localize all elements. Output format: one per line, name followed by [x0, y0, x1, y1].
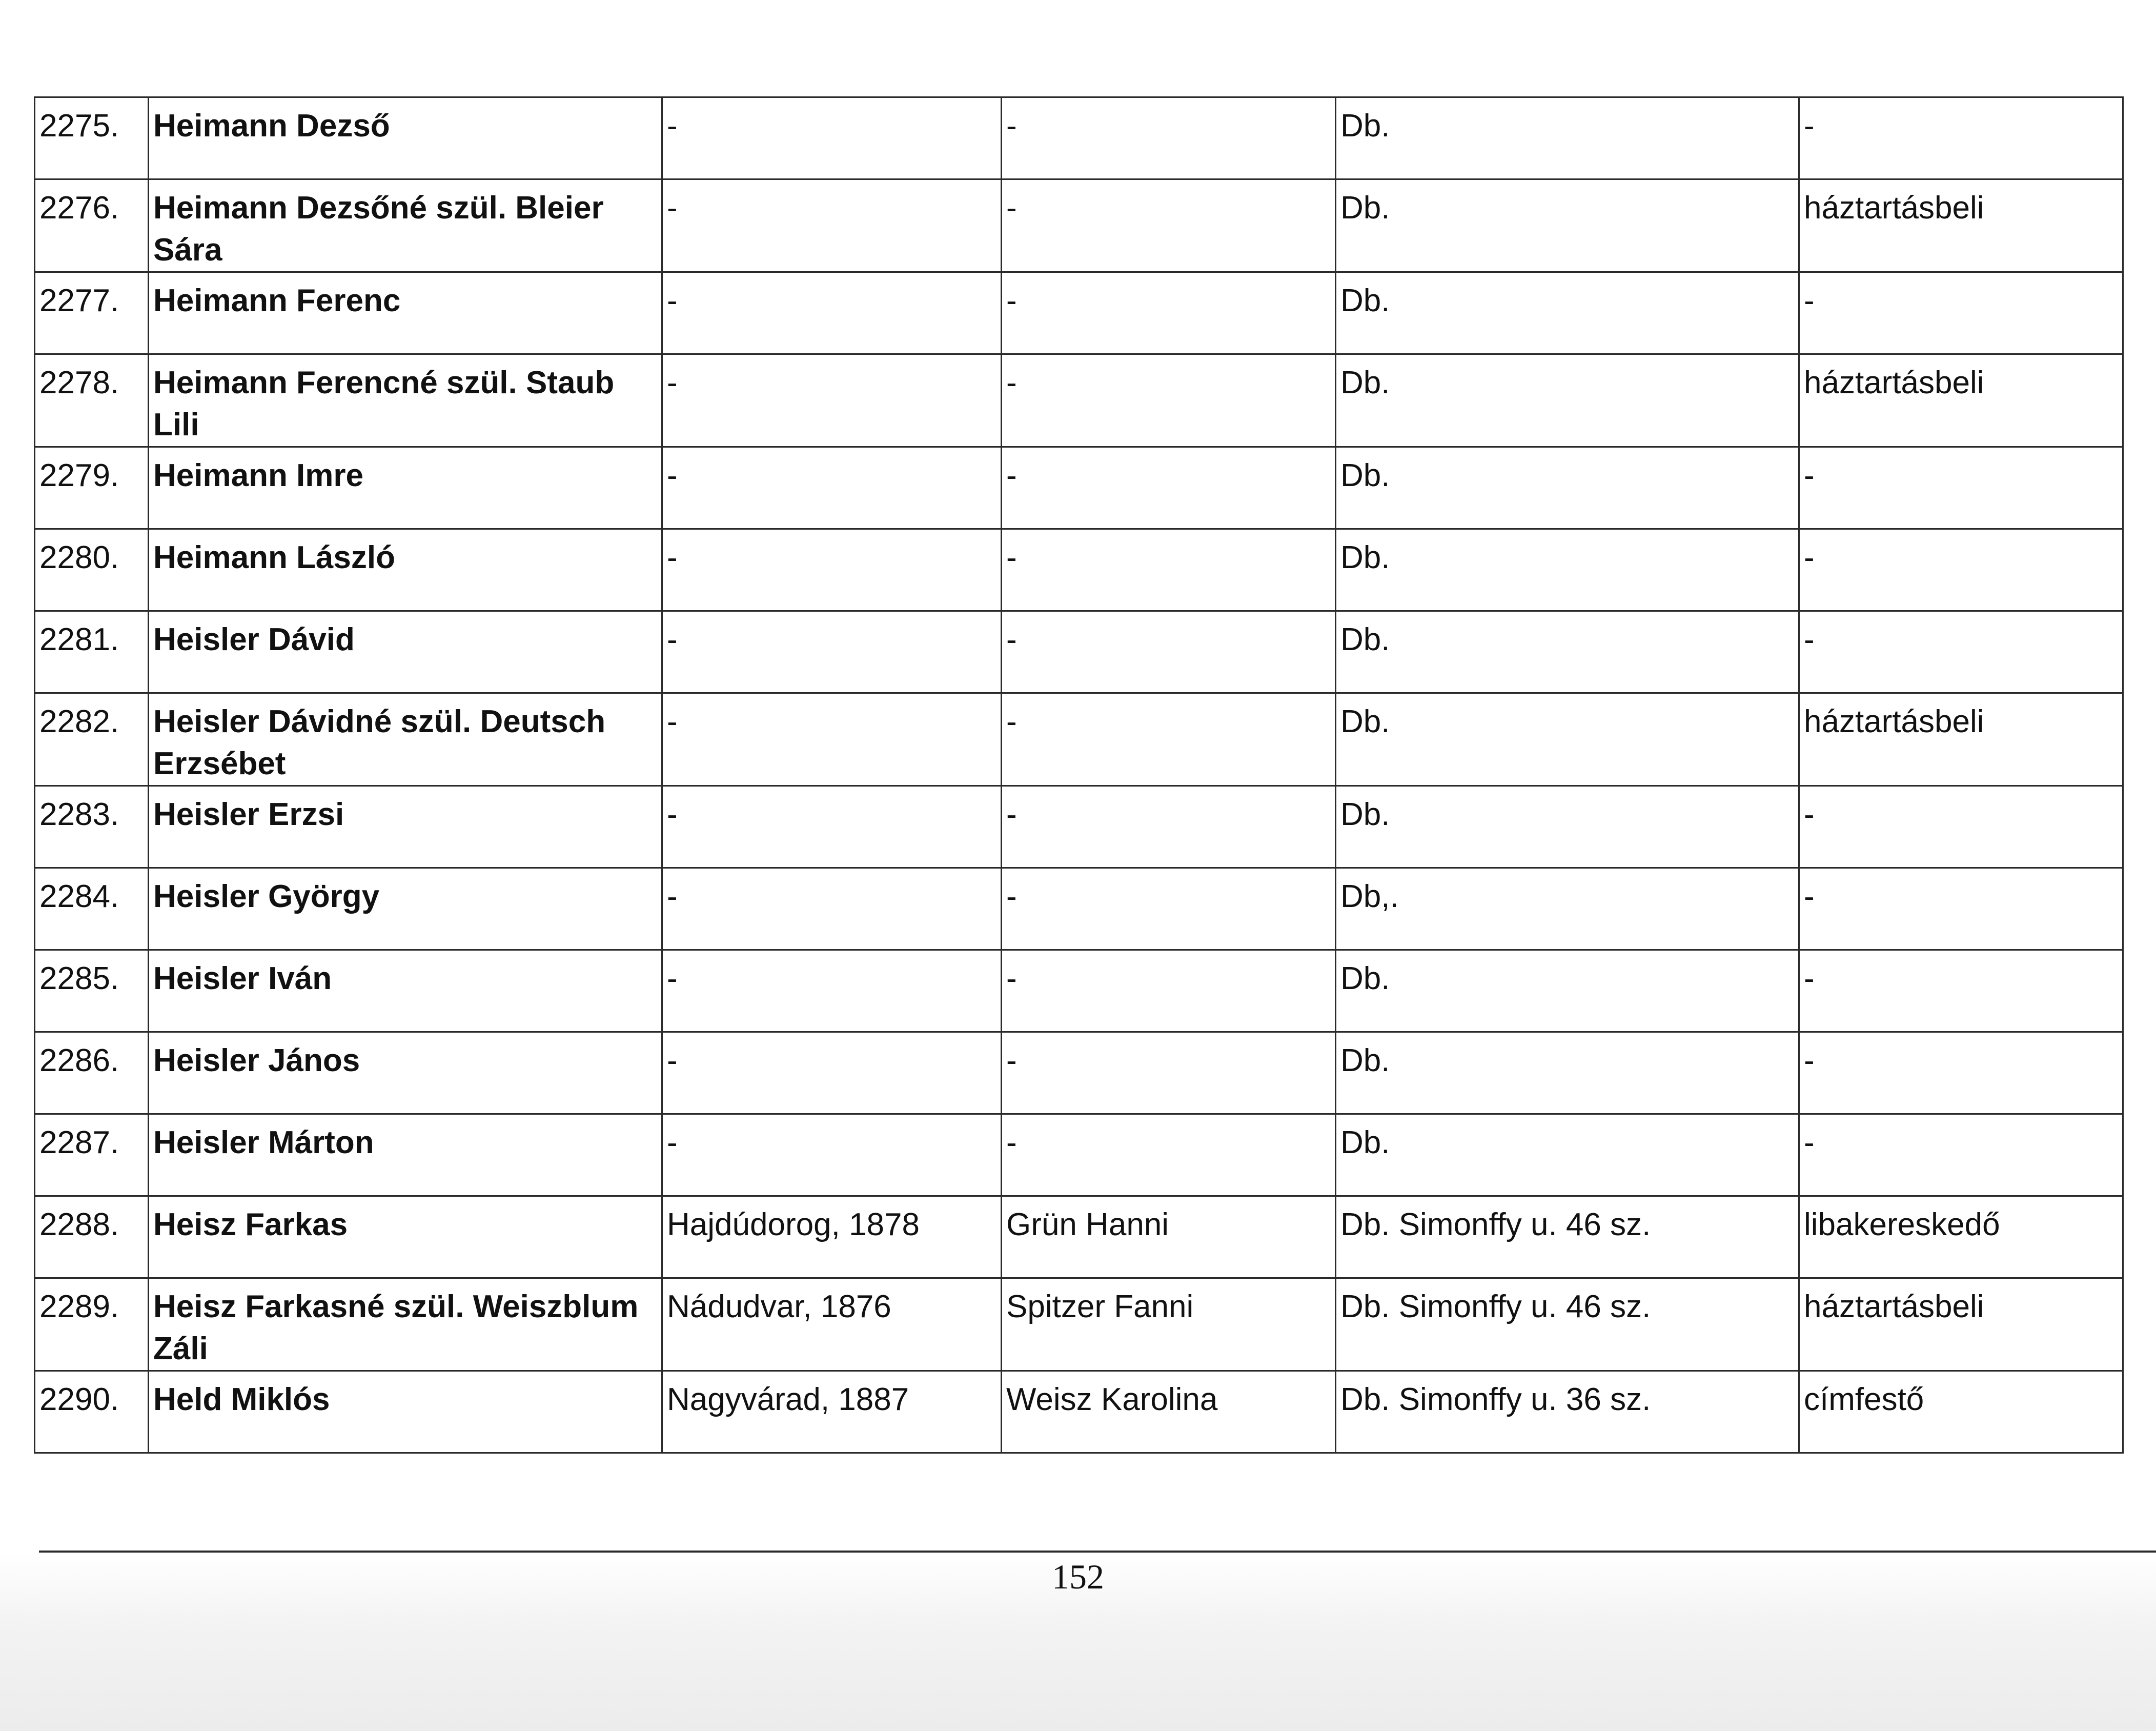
- occupation-cell: háztartásbeli: [1799, 354, 2123, 447]
- birth-place-year-cell: Nádudvar, 1876: [662, 1278, 1002, 1371]
- register-table-body: [35, 97, 2123, 1453]
- person-name-cell: Heisz Farkas: [149, 1196, 662, 1278]
- entry-number-cell: 2283.: [35, 786, 149, 868]
- entry-number-cell: 2289.: [35, 1278, 149, 1371]
- occupation-cell: -: [1799, 272, 2123, 354]
- entry-number-cell: 2280.: [35, 529, 149, 611]
- entry-number-cell: 2279.: [35, 447, 149, 529]
- mother-name-cell: -: [1002, 354, 1336, 447]
- address-cell: Db. Simonffy u. 46 sz.: [1336, 1196, 1799, 1278]
- person-name-cell: Held Miklós: [149, 1371, 662, 1453]
- address-cell: Db.: [1336, 354, 1799, 447]
- mother-name-cell: -: [1002, 1032, 1336, 1114]
- occupation-cell: háztartásbeli: [1799, 693, 2123, 786]
- occupation-cell: -: [1799, 611, 2123, 693]
- table-row: [35, 868, 2123, 950]
- table-row: [35, 529, 2123, 611]
- occupation-cell: -: [1799, 529, 2123, 611]
- address-cell: Db.: [1336, 693, 1799, 786]
- address-cell: Db.: [1336, 447, 1799, 529]
- birth-place-year-cell: -: [662, 786, 1002, 868]
- birth-place-year-cell: Nagyvárad, 1887: [662, 1371, 1002, 1453]
- address-cell: Db. Simonffy u. 36 sz.: [1336, 1371, 1799, 1453]
- address-cell: Db.: [1336, 611, 1799, 693]
- occupation-cell: -: [1799, 868, 2123, 950]
- address-cell: Db,.: [1336, 868, 1799, 950]
- occupation-cell: -: [1799, 1114, 2123, 1196]
- mother-name-cell: -: [1002, 693, 1336, 786]
- occupation-cell: háztartásbeli: [1799, 1278, 2123, 1371]
- person-register-table: [34, 96, 2124, 1454]
- mother-name-cell: -: [1002, 611, 1336, 693]
- person-name-cell: Heisler Dávidné szül. Deutsch Erzsébet: [149, 693, 662, 786]
- mother-name-cell: -: [1002, 272, 1336, 354]
- table-row: [35, 1032, 2123, 1114]
- person-name-cell: Heisler György: [149, 868, 662, 950]
- birth-place-year-cell: -: [662, 1114, 1002, 1196]
- birth-place-year-cell: -: [662, 693, 1002, 786]
- table-row: [35, 786, 2123, 868]
- entry-number-cell: 2287.: [35, 1114, 149, 1196]
- mother-name-cell: -: [1002, 179, 1336, 272]
- table-row: [35, 611, 2123, 693]
- table-row: [35, 272, 2123, 354]
- birth-place-year-cell: -: [662, 1032, 1002, 1114]
- mother-name-cell: Spitzer Fanni: [1002, 1278, 1336, 1371]
- birth-place-year-cell: -: [662, 447, 1002, 529]
- address-cell: Db.: [1336, 97, 1799, 179]
- birth-place-year-cell: -: [662, 272, 1002, 354]
- birth-place-year-cell: -: [662, 179, 1002, 272]
- address-cell: Db.: [1336, 1032, 1799, 1114]
- footer-divider: [39, 1551, 2156, 1553]
- table-row: [35, 950, 2123, 1032]
- entry-number-cell: 2290.: [35, 1371, 149, 1453]
- birth-place-year-cell: -: [662, 529, 1002, 611]
- table-row: [35, 1371, 2123, 1453]
- mother-name-cell: -: [1002, 529, 1336, 611]
- table-row: [35, 447, 2123, 529]
- address-cell: Db.: [1336, 179, 1799, 272]
- birth-place-year-cell: -: [662, 868, 1002, 950]
- occupation-cell: -: [1799, 786, 2123, 868]
- entry-number-cell: 2288.: [35, 1196, 149, 1278]
- entry-number-cell: 2277.: [35, 272, 149, 354]
- person-name-cell: Heimann Dezső: [149, 97, 662, 179]
- mother-name-cell: Weisz Karolina: [1002, 1371, 1336, 1453]
- occupation-cell: -: [1799, 447, 2123, 529]
- person-name-cell: Heimann Ferencné szül. Staub Lili: [149, 354, 662, 447]
- person-name-cell: Heimann Dezsőné szül. Bleier Sára: [149, 179, 662, 272]
- table-row: [35, 179, 2123, 272]
- mother-name-cell: Grün Hanni: [1002, 1196, 1336, 1278]
- entry-number-cell: 2286.: [35, 1032, 149, 1114]
- birth-place-year-cell: -: [662, 97, 1002, 179]
- address-cell: Db.: [1336, 1114, 1799, 1196]
- address-cell: Db.: [1336, 272, 1799, 354]
- mother-name-cell: -: [1002, 786, 1336, 868]
- person-name-cell: Heisler Erzsi: [149, 786, 662, 868]
- mother-name-cell: -: [1002, 97, 1336, 179]
- entry-number-cell: 2282.: [35, 693, 149, 786]
- table-row: [35, 97, 2123, 179]
- birth-place-year-cell: -: [662, 950, 1002, 1032]
- person-name-cell: Heimann Imre: [149, 447, 662, 529]
- birth-place-year-cell: -: [662, 611, 1002, 693]
- mother-name-cell: -: [1002, 868, 1336, 950]
- person-name-cell: Heisler Iván: [149, 950, 662, 1032]
- address-cell: Db. Simonffy u. 46 sz.: [1336, 1278, 1799, 1371]
- entry-number-cell: 2276.: [35, 179, 149, 272]
- occupation-cell: -: [1799, 950, 2123, 1032]
- table-row: [35, 1278, 2123, 1371]
- person-name-cell: Heisler Dávid: [149, 611, 662, 693]
- occupation-cell: -: [1799, 1032, 2123, 1114]
- address-cell: Db.: [1336, 950, 1799, 1032]
- birth-place-year-cell: -: [662, 354, 1002, 447]
- entry-number-cell: 2275.: [35, 97, 149, 179]
- address-cell: Db.: [1336, 786, 1799, 868]
- entry-number-cell: 2281.: [35, 611, 149, 693]
- person-name-cell: Heisler János: [149, 1032, 662, 1114]
- person-name-cell: Heisler Márton: [149, 1114, 662, 1196]
- person-name-cell: Heimann László: [149, 529, 662, 611]
- table-row: [35, 1196, 2123, 1278]
- entry-number-cell: 2278.: [35, 354, 149, 447]
- table-row: [35, 1114, 2123, 1196]
- mother-name-cell: -: [1002, 1114, 1336, 1196]
- occupation-cell: háztartásbeli: [1799, 179, 2123, 272]
- birth-place-year-cell: Hajdúdorog, 1878: [662, 1196, 1002, 1278]
- mother-name-cell: -: [1002, 447, 1336, 529]
- occupation-cell: -: [1799, 97, 2123, 179]
- occupation-cell: címfestő: [1799, 1371, 2123, 1453]
- table-row: [35, 354, 2123, 447]
- person-name-cell: Heimann Ferenc: [149, 272, 662, 354]
- table-row: [35, 693, 2123, 786]
- person-name-cell: Heisz Farkasné szül. Weiszblum Záli: [149, 1278, 662, 1371]
- occupation-cell: libakereskedő: [1799, 1196, 2123, 1278]
- address-cell: Db.: [1336, 529, 1799, 611]
- entry-number-cell: 2285.: [35, 950, 149, 1032]
- entry-number-cell: 2284.: [35, 868, 149, 950]
- mother-name-cell: -: [1002, 950, 1336, 1032]
- page-number: 152: [1052, 1557, 1104, 1596]
